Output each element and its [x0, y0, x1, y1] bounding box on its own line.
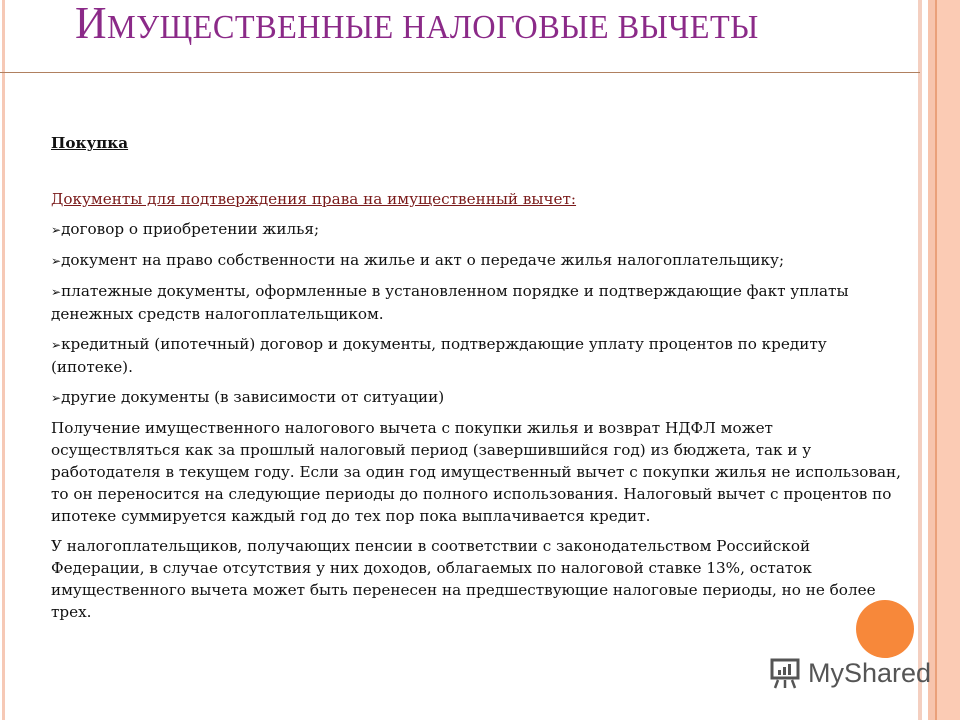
right-border-stripe	[937, 0, 960, 720]
left-border	[2, 0, 5, 720]
docs-heading: Документы для подтверждения права на имущественный вычет:	[51, 190, 577, 208]
list-item	[51, 333, 901, 378]
watermark-text: MyShared	[808, 657, 932, 688]
arrow-bullet-icon: ➢	[51, 338, 62, 352]
title-rest: МУЩЕСТВЕННЫЕ НАЛОГОВЫЕ ВЫЧЕТЫ	[107, 9, 759, 46]
list-item-text: кредитный (ипотечный) договор и документы, подтверждающие уплату процентов по кредиту (ипотеке).	[51, 335, 827, 376]
list-item-text: договор о приобретении жилья;	[61, 220, 320, 238]
section-heading: Покупка	[51, 134, 129, 152]
paragraph: Получение имущественного налогового вычета с покупки жилья и возврат НДФЛ может осуществляться как за прошлый налоговый период (завершившийся год) из бюджета, так и у работодателя в текущем году. Если за один год имущественный вычет с покупки жилья не использован, то он переносится на следующие периоды до полного использования. Налоговый вычет с процентов по ипотеке суммируется каждый год до тех пор пока выплачивается кредит.	[51, 419, 902, 525]
arrow-bullet-icon: ➢	[51, 223, 62, 237]
slide-title	[75, 0, 759, 57]
decorative-circle	[856, 600, 914, 658]
right-border-stripe	[928, 0, 935, 720]
list-item-text: другие документы (в зависимости от ситуации)	[61, 388, 445, 406]
slide-body	[51, 132, 901, 631]
list-item	[51, 249, 901, 272]
list-item-text: документ на право собственности на жилье и акт о передаче жилья налогоплательщику;	[61, 251, 785, 269]
watermark-logo	[768, 656, 931, 690]
list-item-text: платежные документы, оформленные в установленном порядке и подтверждающие факт уплаты денежных средств налогоплательщиком.	[51, 282, 849, 323]
title-first-letter: И	[75, 0, 108, 48]
presentation-board-icon	[768, 656, 802, 690]
arrow-bullet-icon: ➢	[51, 285, 62, 299]
title-divider	[0, 72, 920, 73]
list-item	[51, 280, 901, 325]
list-item	[51, 218, 901, 241]
list-item	[51, 386, 901, 409]
right-border-stripe	[918, 0, 922, 720]
arrow-bullet-icon: ➢	[51, 254, 62, 268]
paragraph: У налогоплательщиков, получающих пенсии в соответствии с законодательством Российской Федерации, в случае отсутствия у них доходов, облагаемых по налоговой ставке 13%, остаток имущественного вычета может быть перенесен на предшествующие налоговые периоды, но не более трех.	[51, 537, 876, 621]
arrow-bullet-icon: ➢	[51, 391, 62, 405]
